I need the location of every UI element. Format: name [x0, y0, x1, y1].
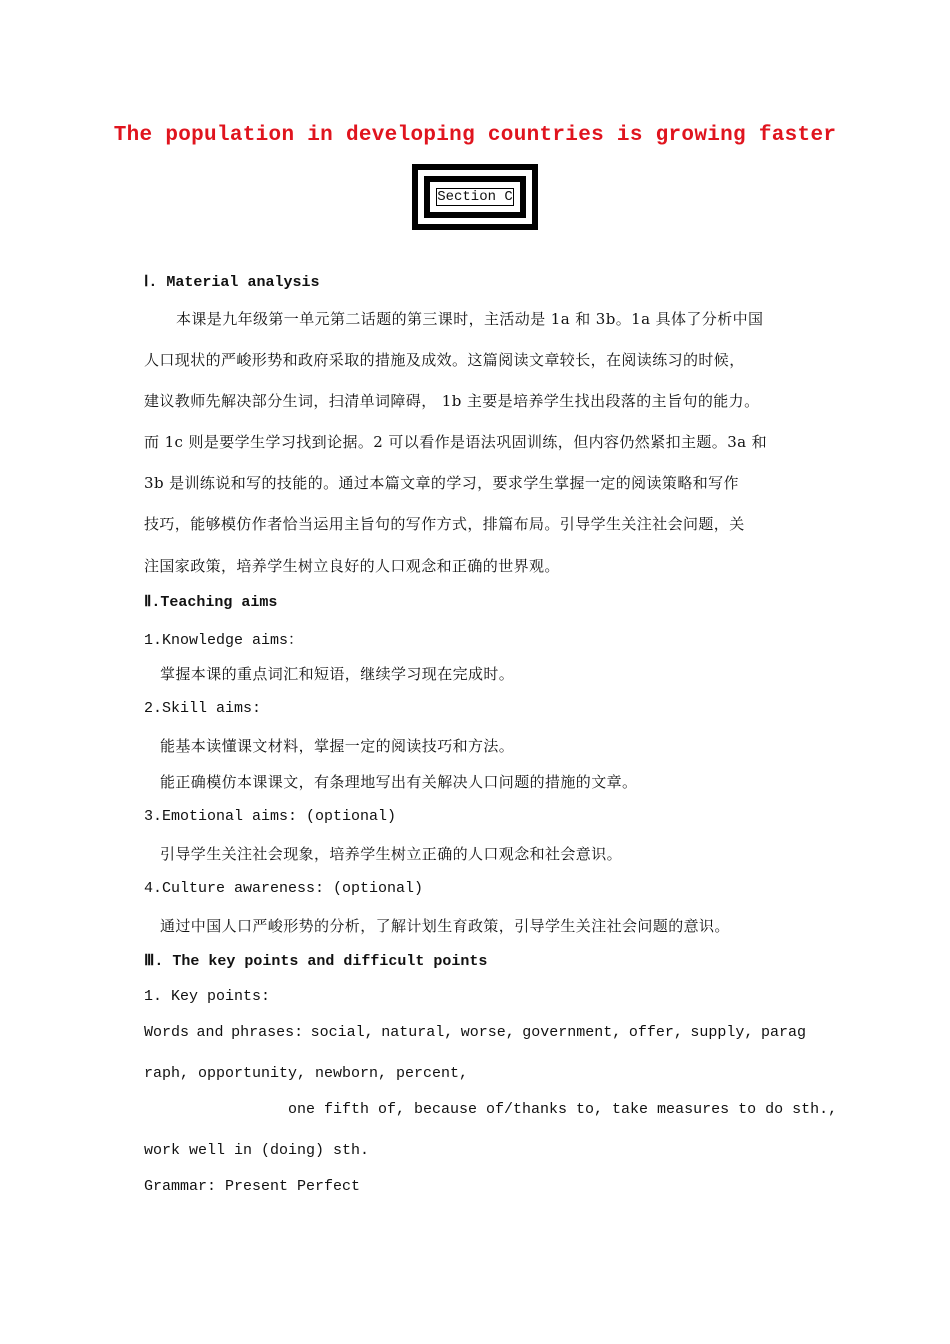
words-phrases-line-1	[144, 1024, 806, 1041]
words-phrases-line-4: work well in (doing) sth.	[144, 1142, 370, 1159]
word-token: natural,	[381, 1024, 454, 1041]
heading-teaching-aims: Ⅱ.Teaching aims	[144, 594, 278, 611]
words-phrases-line-2: raph, opportunity, newborn, percent,	[144, 1065, 469, 1082]
culture-awareness-label: 4.Culture awareness: (optional)	[144, 880, 424, 897]
skill-aims-label: 2.Skill aims:	[144, 700, 262, 717]
word-token: and	[196, 1024, 224, 1041]
skill-aims-text-2: 能正确模仿本课课文，有条理地写出有关解决人口问题的措施的文章。	[160, 773, 638, 791]
heading-material-analysis: Ⅰ. Material analysis	[144, 274, 320, 291]
section-label: Section C	[437, 189, 513, 205]
material-line-4: 而 1c 则是要学生学习找到论据。2 可以看作是语法巩固训练，但内容仍然紧扣主题。3a 和	[144, 433, 768, 451]
section-label-box	[412, 164, 538, 230]
material-line-2: 人口现状的严峻形势和政府采取的措施及成效。这篇阅读文章较长，在阅读练习的时候，	[144, 351, 745, 369]
word-token: government,	[522, 1024, 622, 1041]
heading-key-points: Ⅲ. The key points and difficult points	[144, 953, 488, 970]
word-token: Words	[144, 1024, 190, 1041]
word-token: phrases:	[231, 1024, 304, 1041]
emotional-aims-label: 3.Emotional aims: (optional)	[144, 808, 397, 825]
culture-awareness-text: 通过中国人口严峻形势的分析，了解计划生育政策，引导学生关注社会问题的意识。	[160, 917, 730, 935]
knowledge-aims-text: 掌握本课的重点词汇和短语，继续学习现在完成时。	[160, 665, 515, 683]
material-line-5: 3b 是训练说和写的技能的。通过本篇文章的学习，要求学生掌握一定的阅读策略和写作	[144, 474, 739, 492]
grammar-line: Grammar: Present Perfect	[144, 1178, 361, 1195]
words-phrases-line-3: one fifth of, because of/thanks to, take measures to do sth.,	[288, 1101, 838, 1118]
knowledge-aims-label: 1.Knowledge aims：	[144, 632, 304, 649]
emotional-aims-text: 引导学生关注社会现象，培养学生树立正确的人口观念和社会意识。	[160, 845, 623, 863]
word-token: worse,	[460, 1024, 515, 1041]
skill-aims-text-1: 能基本读懂课文材料，掌握一定的阅读技巧和方法。	[160, 737, 515, 755]
word-token: supply,	[690, 1024, 754, 1041]
material-line-3: 建议教师先解决部分生词，扫清单词障碍， 1b 主要是培养学生找出段落的主旨句的能力。	[144, 392, 760, 410]
material-line-6: 技巧，能够模仿作者恰当运用主旨句的写作方式，排篇布局。引导学生关注社会问题，关	[144, 515, 745, 533]
word-token: offer,	[628, 1024, 683, 1041]
word-token: social,	[310, 1024, 374, 1041]
key-points-label: 1. Key points:	[144, 988, 271, 1005]
material-line-1: 本课是九年级第一单元第二话题的第三课时，主活动是 1a 和 3b。1a 具体了分析中国	[176, 310, 764, 328]
material-line-7: 注国家政策，培养学生树立良好的人口观念和正确的世界观。	[144, 557, 560, 575]
document-title: The population in developing countries is growing faster	[113, 124, 837, 147]
word-token: parag	[760, 1024, 806, 1041]
